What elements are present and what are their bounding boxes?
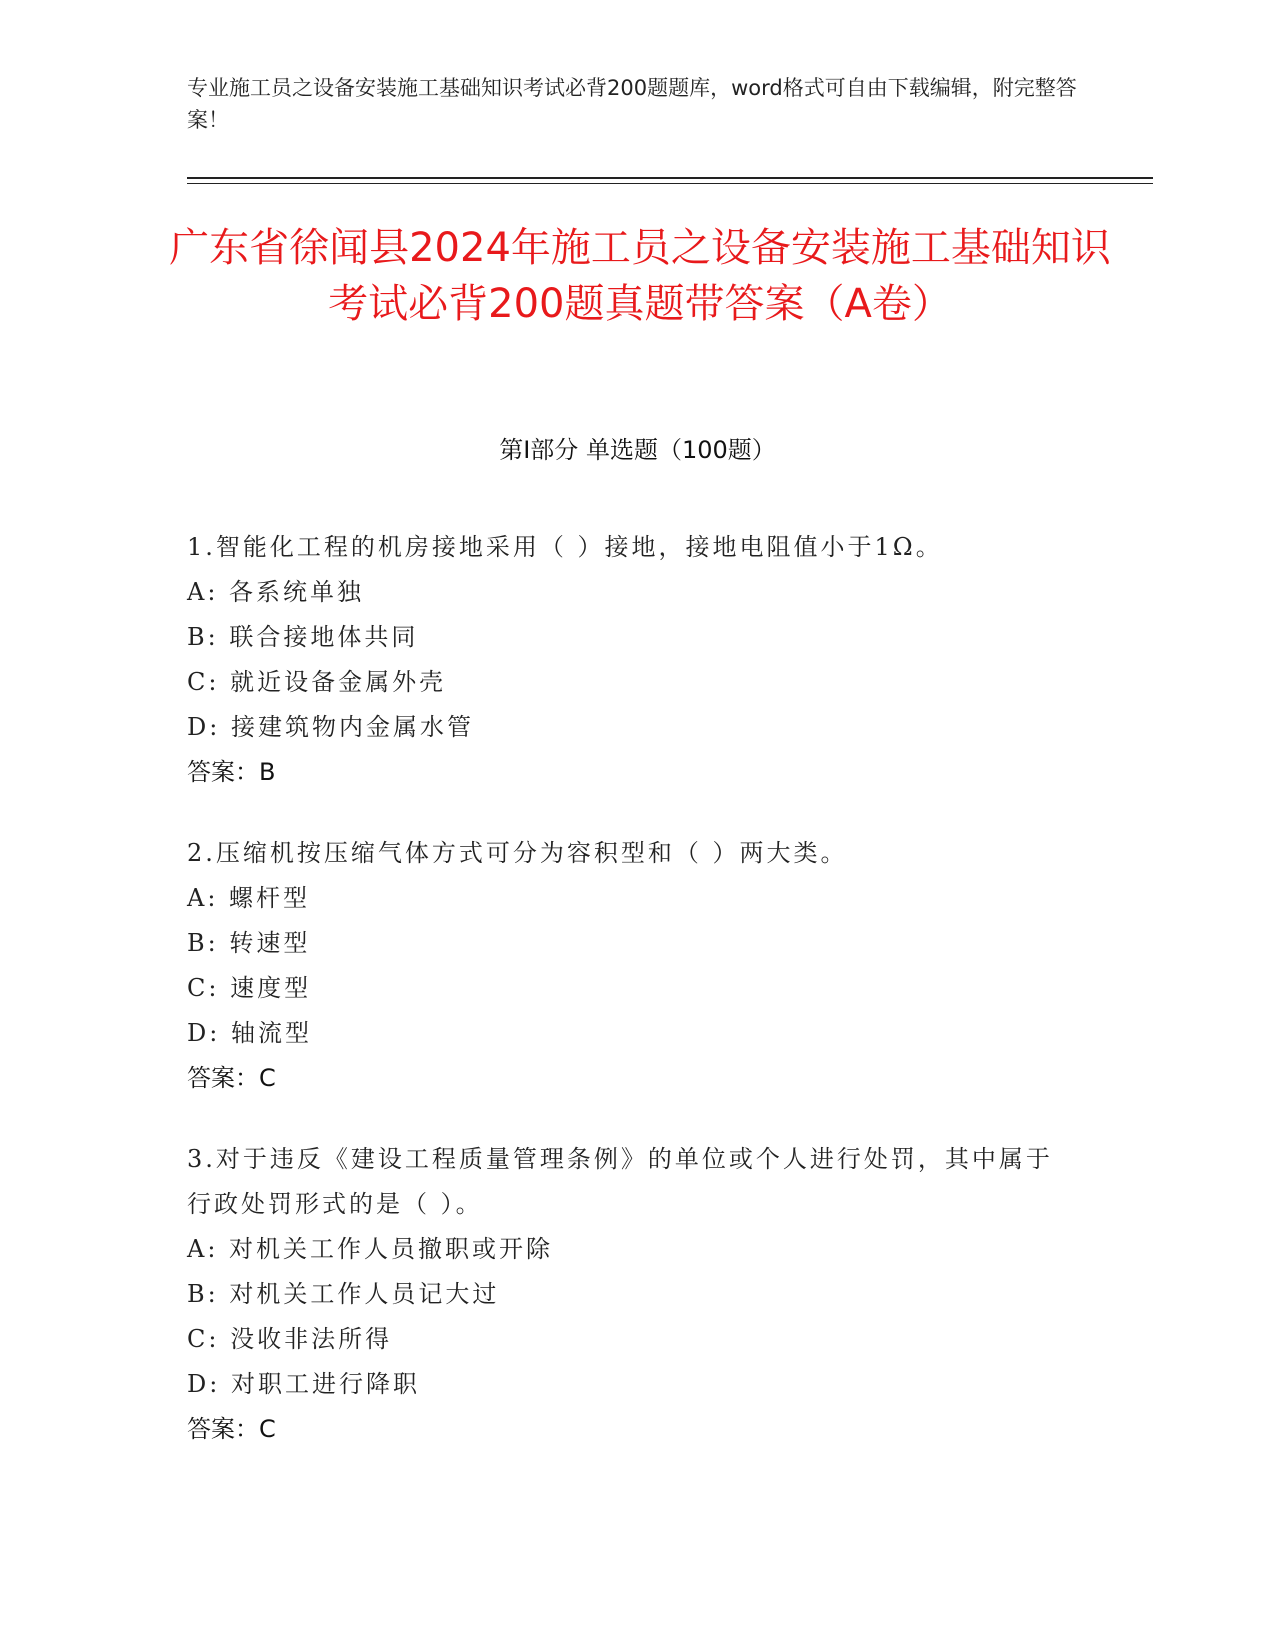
option-a: A: 各系统单独: [187, 578, 365, 606]
option-d: D: 接建筑物内金属水管: [187, 713, 474, 741]
question-stem: 3.对于违反《建设工程质量管理条例》的单位或个人进行处罚，其中属于行政处罚形式的是（ ）。: [187, 1145, 1053, 1218]
option-d: D: 对职工进行降职: [187, 1370, 420, 1398]
option-d: D: 轴流型: [187, 1019, 312, 1047]
option-b: B: 联合接地体共同: [187, 623, 419, 651]
question-item: [187, 831, 1067, 1101]
option-c: C: 没收非法所得: [187, 1325, 393, 1353]
header-divider: [187, 177, 1153, 179]
answer-line: 答案：C: [187, 1415, 276, 1443]
option-a: A: 螺杆型: [187, 884, 311, 912]
section-title: 第Ⅰ部分 单选题（100题）: [499, 436, 776, 464]
answer-line: 答案：B: [187, 758, 276, 786]
answer-line: 答案：C: [187, 1064, 276, 1092]
header-note: 专业施工员之设备安装施工基础知识考试必背200题题库，word格式可自由下载编辑，附完整答案！: [187, 76, 1077, 132]
option-b: B: 转速型: [187, 929, 311, 957]
option-c: C: 速度型: [187, 974, 312, 1002]
header-divider-thin: [187, 183, 1153, 184]
document-title: 广东省徐闻县2024年施工员之设备安装施工基础知识考试必背200题真题带答案（A卷）: [169, 225, 1111, 327]
option-a: A: 对机关工作人员撤职或开除: [187, 1235, 554, 1263]
option-c: C: 就近设备金属外壳: [187, 668, 447, 696]
option-b: B: 对机关工作人员记大过: [187, 1280, 500, 1308]
question-item: [187, 1137, 1067, 1452]
question-stem: 1.智能化工程的机房接地采用（ ）接地，接地电阻值小于1Ω。: [187, 533, 943, 561]
question-list: [187, 525, 1067, 1488]
question-stem: 2.压缩机按压缩气体方式可分为容积型和（ ）两大类。: [187, 839, 848, 867]
question-item: [187, 525, 1067, 795]
